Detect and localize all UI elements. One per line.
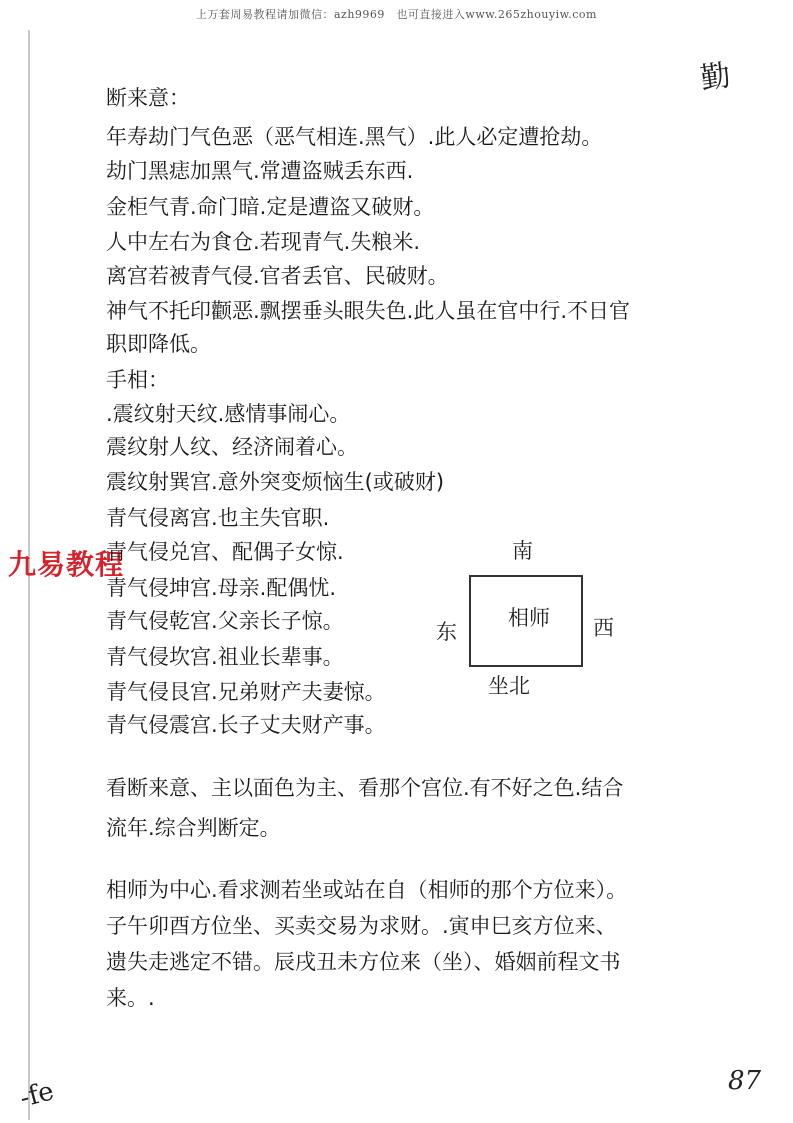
text-line: 青气侵艮宫.兄弟财产夫妻惊。 [106,680,386,704]
text-line: 人中左右为食仓.若现青气.失粮米. [106,230,421,254]
page-number: 87 [728,1066,762,1096]
text-line: 青气侵离宫.也主失官职. [106,506,330,530]
text-line: 劫门黑痣加黑气.常遭盗贼丢东西. [106,159,414,183]
text-line: 金柜气青.命门暗.定是遭盗又破财。 [106,195,435,219]
text-line: 职即降低。 [106,332,211,356]
text-line: 青气侵兑宫、配偶子女惊. [106,540,344,564]
text-line: 青气侵坤宫.母亲.配偶忧. [106,576,337,600]
diagram-label-south: 南 [512,539,533,563]
text-line: 流年.综合判断定。 [106,816,281,840]
text-line: 年寿劫门气色恶（恶气相连.黑气）.此人必定遭抢劫。 [106,125,603,149]
text-line: 青气侵震宫.长子丈夫财产事。 [106,713,386,737]
text-line: 断来意： [106,86,190,110]
watermark: 九易教程 [8,548,125,581]
handwritten-note-bottom: -fe [16,1076,58,1114]
header-banner: 上万套周易教程请加微信：azh9969 也可直接进入www.265zhouyiw.com [195,8,597,21]
text-line: 震纹射人纹、经济闹着心。 [106,435,358,459]
text-line: 看断来意、主以面色为主、看那个宫位.有不好之色.结合 [106,776,624,800]
text-line: 手相： [106,368,169,392]
diagram-label-west: 西 [593,616,614,640]
text-line: 青气侵乾宫.父亲长子惊。 [106,609,344,633]
handwritten-note-top: 勤 [698,58,733,97]
text-line: 离宫若被青气侵.官者丢官、民破财。 [106,264,449,288]
text-line: 子午卯酉方位坐、买卖交易为求财。.寅申巳亥方位来、 [106,914,617,938]
text-line: 神气不托印颧恶.飘摆垂头眼失色.此人虽在官中行.不日官 [106,299,631,323]
text-line: 青气侵坎宫.祖业长辈事。 [106,645,344,669]
diagram-label-east: 东 [436,620,457,644]
text-line: 来。. [106,986,155,1010]
text-line: 震纹射巽宫.意外突变烦恼生(或破财) [106,470,445,494]
diagram-label-center: 相师 [508,606,550,630]
direction-diagram [430,530,630,700]
text-line: .震纹射天纹.感情事闹心。 [106,402,351,426]
diagram-label-north: 坐北 [488,674,530,698]
text-line: 相师为中心.看求测若坐或站在自（相师的那个方位来）。 [106,878,628,902]
text-line: 遗失走逃定不错。辰戌丑未方位来（坐）、婚姻前程文书 [106,950,621,974]
